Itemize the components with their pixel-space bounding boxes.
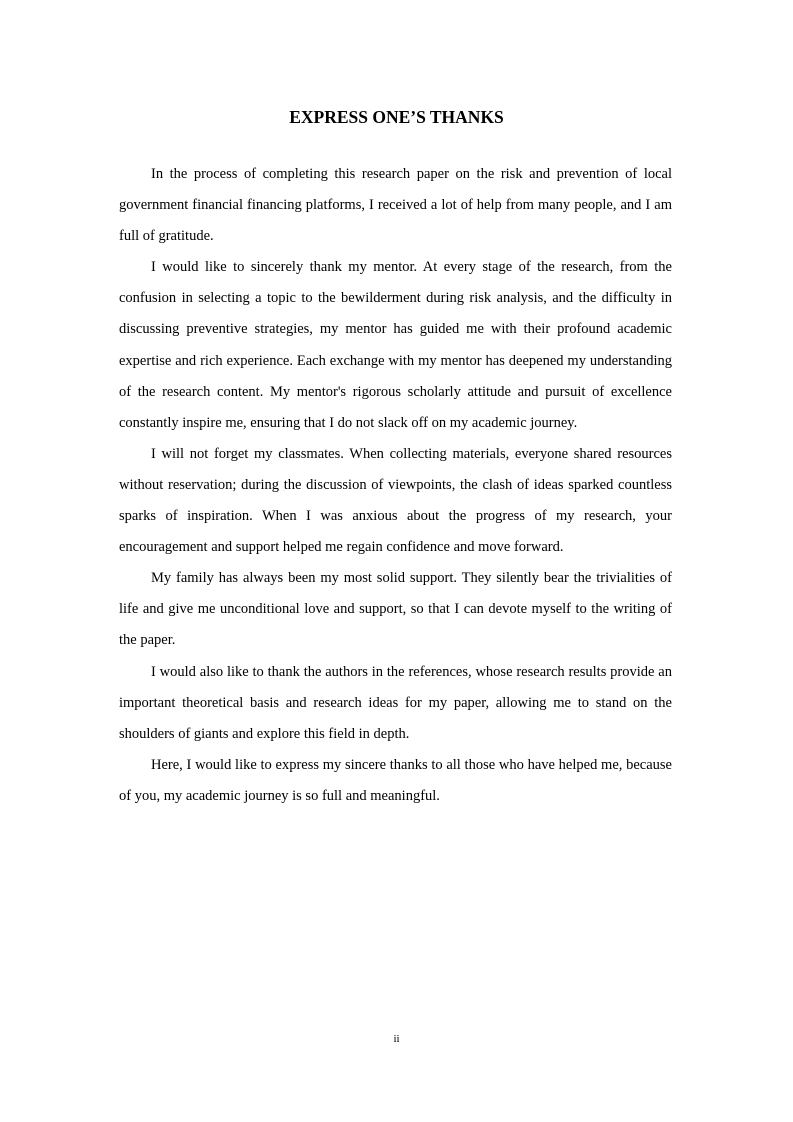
- page-title: EXPRESS ONE’S THANKS: [289, 107, 504, 127]
- body-text: [119, 159, 672, 812]
- paragraph-mentor: I would like to sincerely thank my mentor. At every stage of the research, from the confusion in selecting a topic to the bewilderment during risk analysis, and the difficulty in discussing preventive strategies, my mentor has guided me with their profound academic expertise and rich experience. Each exchange with my mentor has deepened my understanding of the research content. My mentor's rigorous scholarly attitude and pursuit of excellence constantly inspire me, ensuring that I do not slack off on my academic journey.: [119, 259, 672, 431]
- paragraph-references: I would also like to thank the authors in the references, whose research results provide an important theoretical basis and research ideas for my paper, allowing me to stand on the shoulders of giants and explore this field in depth.: [119, 663, 672, 742]
- page-number: ii: [393, 1033, 400, 1045]
- paragraph-classmates: I will not forget my classmates. When collecting materials, everyone shared resources without reservation; during the discussion of viewpoints, the clash of ideas sparked countless sparks of inspiration. When I was anxious about the progress of my research, your encouragement and support helped me regain confidence and move forward.: [119, 445, 672, 556]
- paragraph-closing: Here, I would like to express my sincere thanks to all those who have helped me, because of you, my academic journey is so full and meaningful.: [119, 756, 672, 804]
- paragraph-intro: In the process of completing this research paper on the risk and prevention of local government financial financing platforms, I received a lot of help from many people, and I am full of gratitude.: [119, 166, 672, 245]
- paragraph-family: My family has always been my most solid support. They silently bear the trivialities of life and give me unconditional love and support, so that I can devote myself to the writing of the paper.: [119, 570, 672, 649]
